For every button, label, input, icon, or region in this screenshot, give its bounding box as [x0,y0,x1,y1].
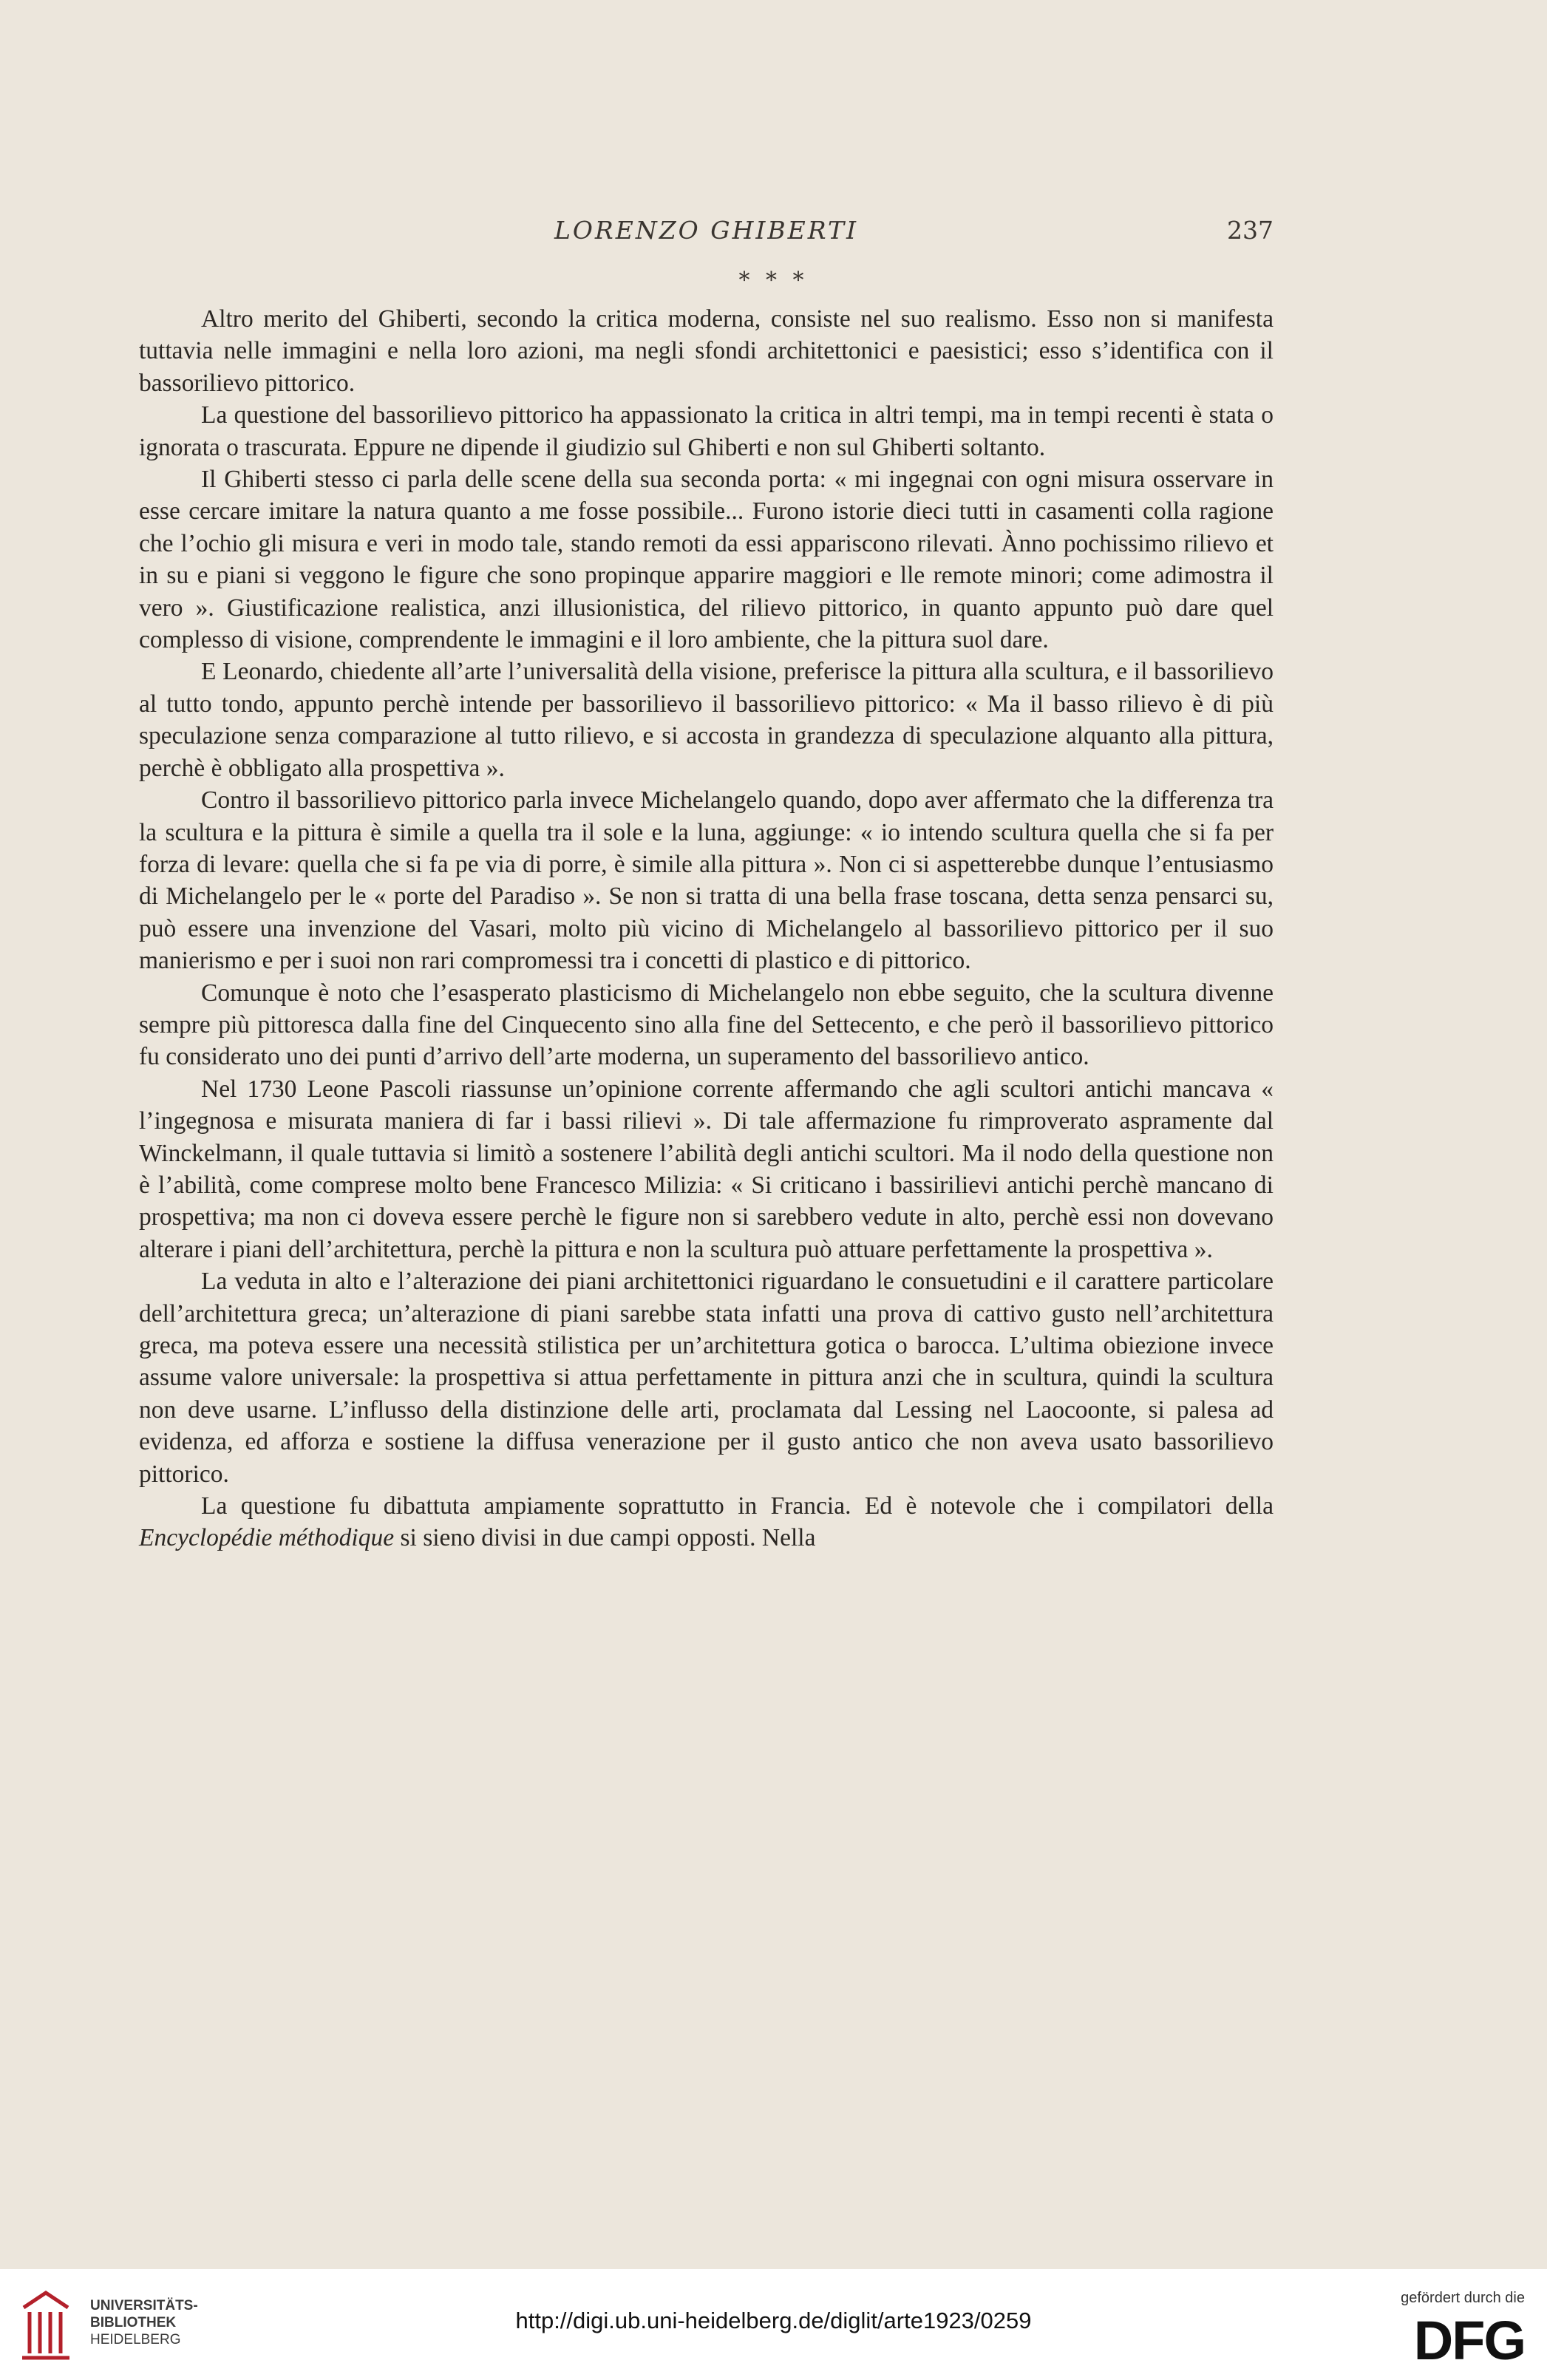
section-break: * * * [738,268,809,293]
text-run: si sieno divisi in due campi opposti. Nella [394,1524,816,1552]
library-line: HEIDELBERG [90,2332,181,2347]
paragraph: La veduta in alto e l’alterazione dei piani architettonici riguardano le consuetudini e il carattere particolare dell’architettura greca; un’alterazione di piani sarebbe stata infatti una prova di cattivo gusto nell’architettura greca, ma poteva essere una necessità stilistica per un’architettura gotica o barocca. L’ultima obiezione invece assume valore universale: la prospettiva si attua perfettamente in pittura anzi che in scultura, quindi la scultura non deve usarne. L’influsso della distinzione delle arti, proclamata dal Lessing nel Laocoonte, si palesa ad evidenza, ed afforza e sostiene la diffusa venerazione per il gusto antico che non aveva usato bassorilievo pittorico. [139,1268,1274,1488]
text-run: La questione fu dibattuta ampiamente soprattutto in Francia. Ed è notevole che i compilatori della [201,1492,1274,1520]
dfg-logo: DFG [1413,2310,1525,2371]
page-number: 237 [1227,216,1274,245]
library-line: UNIVERSITÄTS- [90,2298,198,2313]
body-text [139,303,1274,1554]
paragraph: Il Ghiberti stesso ci parla delle scene della sua seconda porta: « mi ingegnai con ogni misura osservare in esse cercare imitare la natura quanto a me fosse possibile... Furono istorie dieci tutti in casamenti colla ragione che l’ochio gli misura e veri in modo tale, stando remoti da essi appariscono rilevati. Ànno pochissimo rilievo et in su e piani si veggono le figure che sono propinque apparire maggiori e lle remote minori; come adimostra il vero ». Giustificazione realistica, anzi illusionistica, del rilievo pittorico, in quanto appunto può dare quel complesso di visione, comprendente le immagini e il loro ambiente, che la pittura suol dare. [139,466,1274,654]
paragraph: Contro il bassorilievo pittorico parla invece Michelangelo quando, dopo aver affermato che la differenza tra la scultura e la pittura è simile a quella tra il sole e la luna, aggiunge: « io intendo scultura quella che si fa per forza di levare: quella che si fa pe via di porre, è simile alla pittura ». Non ci si aspetterebbe dunque l’entusiasmo di Michelangelo per le « porte del Paradiso ». Se non si tratta di una bella frase toscana, detta senza pensarci su, può essere una invenzione del Vasari, molto più vicino di Michelangelo al bassorilievo pittorico per il suo manierismo e per i suoi non rari compromessi tra i concetti di plastico e di pittorico. [139,786,1274,975]
paragraph: E Leonardo, chiedente all’arte l’universalità della visione, preferisce la pittura alla scultura, e il bassorilievo al tutto tondo, appunto perchè intende per bassorilievo il bassorilievo pittorico: « Ma il basso rilievo è di più speculazione senza comparazione al tutto rilievo, e si accosta in grandezza di speculazione alquanto alla pittura, perchè è obbligato alla prospettiva ». [139,658,1274,782]
paragraph: Nel 1730 Leone Pascoli riassunse un’opinione corrente affermando che agli scultori antichi mancava « l’ingegnosa e misurata maniera di far i bassi rilievi ». Di tale affermazione fu rimproverato aspramente dal Winckelmann, il quale tuttavia si limitò a sostenere l’abilità degli antichi scultori. Ma il nodo della questione non è l’abilità, come comprese molto bene Francesco Milizia: « Si criticano i bassirilievi antichi perchè mancano di prospettiva; ma non ci doveva essere perchè le figure non si sarebbero vedute in alto, perchè essi non dovevano alterare i piani dell’architettura, perchè la pittura e non la scultura può attuare perfettamente la prospettiva ». [139,1075,1274,1263]
digitization-footer [0,2269,1547,2380]
italic-title: Encyclopédie méthodique [139,1524,395,1552]
funded-by-label: gefördert durch die [1401,2290,1525,2306]
paragraph-last [139,1490,1274,1554]
running-title: LORENZO GHIBERTI [554,216,859,245]
paragraph: Altro merito del Ghiberti, secondo la critica moderna, consiste nel suo realismo. Esso non si manifesta tuttavia nelle immagini e nella loro azioni, ma negli sfondi architettonici e paesistici; esso s’identifica con il bassorilievo pittorico. [139,305,1274,397]
running-header [139,216,1274,248]
library-line: BIBLIOTHEK [90,2315,177,2330]
permalink-url[interactable]: http://digi.ub.uni-heidelberg.de/diglit/arte1923/0259 [515,2308,1032,2333]
paragraph: La questione del bassorilievo pittorico ha appassionato la critica in altri tempi, ma in tempi recenti è stata o ignorata o trascurata. Eppure ne dipende il giudizio sul Ghiberti e non sul Ghiberti soltanto. [139,401,1274,461]
paragraph: Comunque è noto che l’esasperato plasticismo di Michelangelo non ebbe seguito, che la scultura divenne sempre più pittoresca dalla fine del Cinquecento sino alla fine del Settecento, e che però il bassorilievo pittorico fu considerato uno dei punti d’arrivo dell’arte moderna, un superamento del bassorilievo antico. [139,979,1274,1071]
